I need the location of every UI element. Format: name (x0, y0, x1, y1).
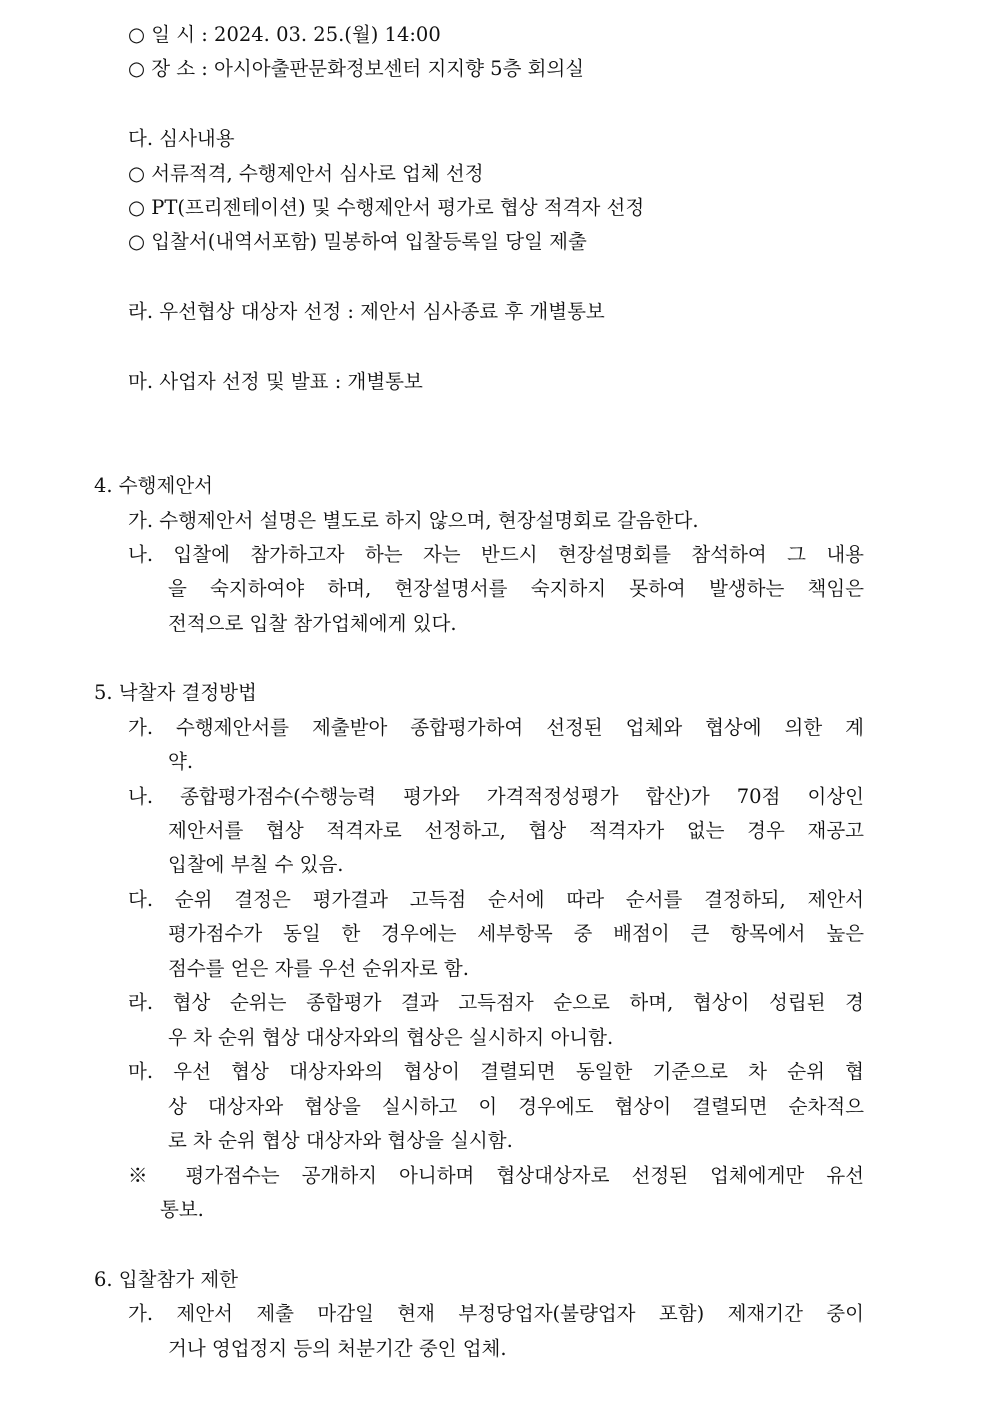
sec5-item-da-cont: 평가점수가 동일 한 경우에는 세부항목 중 배점이 큰 항목에서 높은 (168, 922, 864, 945)
sec4-item-na-cont: 을 숙지하여야 하며, 현장설명서를 숙지하지 못하여 발생하는 책임은 (168, 577, 864, 600)
sec4-item-ga: 가. 수행제안서 설명은 별도로 하지 않으며, 현장설명회로 갈음한다. (128, 509, 699, 532)
section-5-title: 5. 낙찰자 결정방법 (94, 681, 257, 704)
review-item: ○ 입찰서(내역서포함) 밀봉하여 입찰등록일 당일 제출 (128, 230, 587, 253)
sec5-item-ma-cont: 로 차 순위 협상 대상자와 협상을 실시함. (168, 1129, 513, 1152)
sec5-item-na-cont: 제안서를 협상 적격자로 선정하고, 협상 적격자가 없는 경우 재공고 (168, 819, 864, 842)
sec4-item-na-cont: 전적으로 입찰 참가업체에게 있다. (168, 612, 457, 635)
sec5-item-da: 다. 순위 결정은 평가결과 고득점 순서에 따라 순서를 결정하되, 제안서 (128, 888, 864, 911)
priority-negotiation: 라. 우선협상 대상자 선정 : 제안서 심사종료 후 개별통보 (128, 300, 605, 323)
sec5-item-ma-cont: 상 대상자와 협상을 실시하고 이 경우에도 협상이 결렬되면 순차적으 (168, 1095, 864, 1118)
sec5-item-ga: 가. 수행제안서를 제출받아 종합평가하여 선정된 업체와 협상에 의한 계 (128, 716, 864, 739)
schedule-datetime: ○ 일 시 : 2024. 03. 25.(월) 14:00 (128, 23, 441, 46)
review-heading: 다. 심사내용 (128, 127, 235, 150)
sec5-item-ma: 마. 우선 협상 대상자와의 협상이 결렬되면 동일한 기준으로 차 순위 협 (128, 1060, 864, 1083)
sec5-item-ra: 라. 협상 순위는 종합평가 결과 고득점자 순으로 하며, 협상이 성립된 경 (128, 991, 864, 1014)
schedule-place: ○ 장 소 : 아시아출판문화정보센터 지지향 5층 회의실 (128, 57, 585, 80)
sec5-note: ※ 평가점수는 공개하지 아니하며 협상대상자로 선정된 업체에게만 유선 (128, 1164, 864, 1187)
sec6-item-ga-cont: 거나 영업정지 등의 처분기간 중인 업체. (168, 1337, 507, 1360)
sec5-item-na: 나. 종합평가점수(수행능력 평가와 가격적정성평가 합산)가 70점 이상인 (128, 785, 864, 808)
sec5-item-ga-cont: 약. (168, 750, 194, 773)
sec4-item-na: 나. 입찰에 참가하고자 하는 자는 반드시 현장설명회를 참석하여 그 내용 (128, 543, 864, 566)
section-6-title: 6. 입찰참가 제한 (94, 1268, 239, 1291)
sec5-item-da-cont: 점수를 얻은 자를 우선 순위자로 함. (168, 957, 469, 980)
selection-announcement: 마. 사업자 선정 및 발표 : 개별통보 (128, 370, 423, 393)
review-item: ○ PT(프리젠테이션) 및 수행제안서 평가로 협상 적격자 선정 (128, 196, 645, 219)
sec5-item-na-cont: 입찰에 부칠 수 있음. (168, 853, 344, 876)
review-item: ○ 서류적격, 수행제안서 심사로 업체 선정 (128, 162, 484, 185)
sec5-item-ra-cont: 우 차 순위 협상 대상자와의 협상은 실시하지 아니함. (168, 1026, 614, 1049)
sec6-item-ga: 가. 제안서 제출 마감일 현재 부정당업자(불량업자 포함) 제재기간 중이 (128, 1302, 864, 1325)
section-4-title: 4. 수행제안서 (94, 474, 213, 497)
sec5-note-cont: 통보. (160, 1198, 204, 1221)
